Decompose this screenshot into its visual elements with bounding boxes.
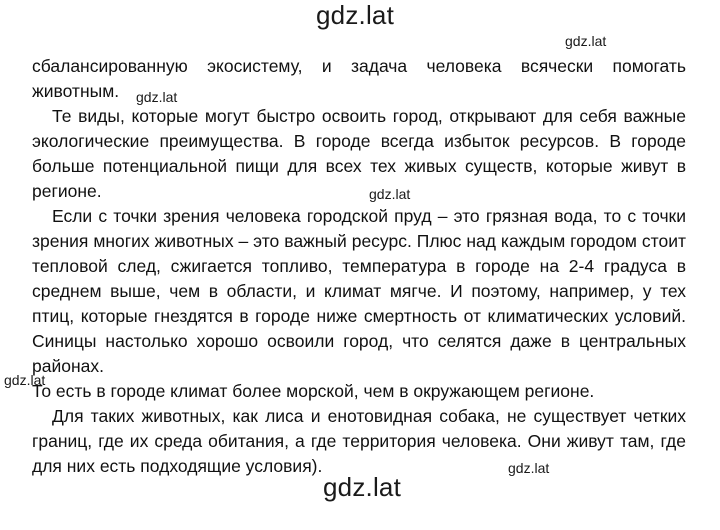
watermark-bottom-center: gdz.lat bbox=[323, 472, 402, 502]
watermark-lower-right: gdz.lat bbox=[508, 460, 550, 476]
watermark-left-margin: gdz.lat bbox=[4, 372, 46, 388]
watermark-top-right: gdz.lat bbox=[565, 33, 607, 49]
document-body bbox=[32, 54, 686, 479]
paragraph-4: То есть в городе климат более морской, чем в окружающем регионе. bbox=[32, 381, 595, 401]
paragraph-3: Если с точки зрения человека городской пруд – это грязная вода, то с точки зрения многих животных – это важный ресурс. Плюс над каждым городом стоит тепловой след, сжигается топливо, температура в городе на 2-4 градуса в среднем выше, чем в области, и климат мягче. И поэтому, например, у тех птиц, которые гнездятся в городе ниже смертность от климатических условий. Синицы настолько хорошо освоили город, что селятся даже в центральных районах. bbox=[32, 206, 686, 376]
watermark-top-center: gdz.lat bbox=[316, 0, 395, 30]
paragraph-1: сбалансированную экосистему, и задача человека всячески помогать животным. bbox=[32, 56, 686, 101]
watermark-after-line-two: gdz.lat bbox=[136, 89, 178, 105]
watermark-mid-right: gdz.lat bbox=[369, 186, 411, 202]
paragraph-5: Для таких животных, как лиса и енотовидная собака, не существует четких границ, где их среда обитания, а где территория человека. Они живут там, где для них есть подходящие условия). bbox=[32, 406, 686, 476]
paragraph-2: Те виды, которые могут быстро освоить город, открывают для себя важные экологические преимущества. В городе всегда избыток ресурсов. В городе больше потенциальной пищи для всех тех живых существ, которые живут в регионе. bbox=[32, 106, 686, 201]
